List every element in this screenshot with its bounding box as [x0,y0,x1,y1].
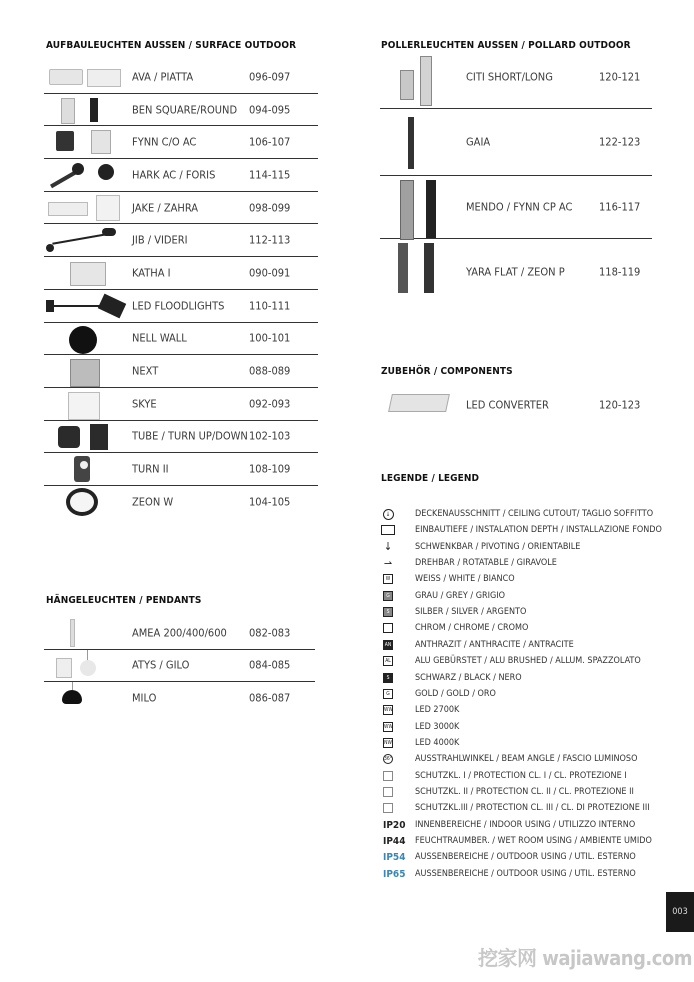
led-3000k-icon: WW [384,723,393,730]
legend-text: SCHUTZKL.III / PROTECTION CL. III / CL. DI PROTEZIONE III [415,803,650,814]
product-thumbnail [44,159,126,191]
white-color-icon: W [381,573,395,585]
product-name: FYNN C/O AC [132,135,197,149]
pendants-table [44,617,315,715]
page-range: 090-091 [249,266,291,280]
product-row [44,159,318,192]
protection-class-1-icon [381,770,395,782]
components-table [380,386,652,424]
rotatable-icon: ⇀ [383,556,393,570]
product-row [44,421,318,454]
product-row [44,355,318,388]
led-2700k-icon: WW [384,707,393,714]
product-row [44,453,318,486]
product-row [380,386,652,424]
product-name: TURN II [132,462,169,476]
product-thumbnail [44,421,126,453]
product-thumbnail [44,650,126,682]
product-name: MENDO / FYNN CP AC [466,200,573,214]
product-row [44,290,318,323]
section-title-pendants: HÄNGELEUCHTEN / PENDANTS [46,595,202,606]
legend-item [381,704,681,718]
product-thumbnail [44,224,126,256]
legend-text: LED 3000K [415,721,460,732]
section-title-components: ZUBEHÖR / COMPONENTS [381,366,513,377]
page-range: 098-099 [249,201,291,215]
product-thumbnail [44,323,126,355]
product-row [44,192,318,225]
section-title-legend: LEGENDE / LEGEND [381,473,480,484]
legend-item [381,835,681,849]
page-range: 104-105 [249,495,291,509]
legend-item [381,557,681,571]
legend-text: AUSSENBEREICHE / OUTDOOR USING / UTIL. ESTERNO [415,852,636,863]
product-name: AMEA 200/400/600 [132,626,227,640]
page-range: 108-109 [249,462,291,476]
product-name: JIB / VIDERI [132,233,188,247]
product-row [44,94,318,127]
product-thumbnail [44,388,126,420]
product-thumbnail [44,192,126,224]
product-name: ATYS / GILO [132,658,190,672]
anthracite-color-icon: AN [384,641,392,648]
page-number: 003 [666,892,694,932]
legend-text: ANTHRAZIT / ANTHRACITE / ANTRACITE [415,639,574,650]
product-name: BEN SQUARE/ROUND [132,103,238,117]
grey-color-icon: G [381,590,395,602]
ip-code-label: IP65 [383,868,406,880]
page-range: 118-119 [599,265,641,279]
legend-text: WEISS / WHITE / BIANCO [415,574,515,585]
legend-item [381,851,681,865]
page-range: 114-115 [249,168,291,182]
product-name: AVA / PIATTA [132,70,194,84]
page-range: 086-087 [249,691,291,705]
product-thumbnail [44,617,126,649]
page-range: 092-093 [249,397,291,411]
legend-item [381,672,681,686]
product-name: NEXT [132,364,159,378]
product-row [380,109,652,176]
product-name: HARK AC / FORIS [132,168,216,182]
legend-item [381,622,681,636]
legend-item [381,688,681,702]
product-row [44,486,318,519]
product-thumbnail [44,94,126,126]
protection-class-2-icon [381,786,395,798]
legend-text: SCHWARZ / BLACK / NERO [415,672,522,683]
legend-text: GRAU / GREY / GRIGIO [415,590,506,601]
legend-text: SILBER / SILVER / ARGENTO [415,607,527,618]
product-row [44,224,318,257]
gold-color-icon: G [381,688,395,700]
product-row [44,257,318,290]
black-color-icon: S [381,672,395,684]
legend-text: FEUCHTRAUMBER. / WET ROOM USING / AMBIENTE UMIDO [415,836,652,846]
silver-color-icon: S [381,606,395,618]
product-name: ZEON W [132,495,174,509]
page-range: 096-097 [249,70,291,84]
product-thumbnail [380,109,462,175]
pivoting-icon: ↓ [383,540,393,554]
legend-text: DECKENAUSSCHNITT / CEILING CUTOUT/ TAGLIO SOFFITTO [415,509,654,519]
legend-item [381,721,681,735]
installation-depth-icon [381,524,395,536]
ip-code-label: IP20 [383,819,406,831]
page-range: 112-113 [249,233,291,247]
legend-text: SCHUTZKL. II / PROTECTION CL. II / CL. PROTEZIONE II [415,786,634,797]
product-name: TUBE / TURN UP/DOWN [132,429,248,443]
legend-item [381,573,681,587]
product-thumbnail [44,453,126,485]
page-range: 088-089 [249,364,291,378]
legend-text: ALU GEBÜRSTET / ALU BRUSHED / ALLUM. SPAZZOLATO [415,656,641,667]
page-range: 084-085 [249,658,291,672]
legend-text: SCHUTZKL. I / PROTECTION CL. I / CL. PROTEZIONE I [415,770,627,781]
product-thumbnail [380,386,462,424]
page-range: 082-083 [249,626,291,640]
product-row [380,46,652,109]
section-title-surface: AUFBAULEUCHTEN AUSSEN / SURFACE OUTDOOR [46,40,297,51]
legend-item [381,655,681,669]
legend-item [381,524,681,538]
page-range: 106-107 [249,135,291,149]
legend-item [381,770,681,784]
product-thumbnail [44,486,126,519]
legend-text: DREHBAR / ROTATABLE / GIRAVOLE [415,558,557,569]
page-range: 110-111 [249,299,291,313]
product-name: JAKE / ZAHRA [132,201,199,215]
product-name: KATHA I [132,266,171,280]
legend-text: AUSSTRAHLWINKEL / BEAM ANGLE / FASCIO LUMINOSO [415,754,638,765]
product-name: LED FLOODLIGHTS [132,299,225,313]
product-thumbnail [44,682,126,715]
legend-item [381,590,681,604]
chrome-color-icon [381,622,395,634]
page-range: 094-095 [249,103,291,117]
product-row [44,650,315,683]
legend-item [381,868,681,882]
surface-outdoor-table [44,61,318,519]
product-thumbnail [44,257,126,289]
product-name: MILO [132,691,157,705]
legend-text: CHROM / CHROME / CROMO [415,623,529,634]
product-thumbnail [380,46,462,108]
legend-text: SCHWENKBAR / PIVOTING / ORIENTABILE [415,541,581,552]
product-thumbnail [44,126,126,158]
product-row [380,176,652,239]
legend-item [381,639,681,653]
legend-text: INNENBEREICHE / INDOOR USING / UTILIZZO INTERNO [415,819,636,830]
page-range: 116-117 [599,200,641,214]
product-row [44,388,318,421]
page-range: 120-123 [599,398,641,412]
alu-brushed-color-icon: AL [381,655,395,667]
product-thumbnail [44,290,126,322]
section-title-pollard: POLLERLEUCHTEN AUSSEN / POLLARD OUTDOOR [381,40,631,51]
product-row [380,239,652,305]
page-range: 120-121 [599,70,641,84]
legend-item [381,508,681,522]
pollard-outdoor-table [380,46,652,305]
ceiling-cutout-icon: ↓ [381,508,395,520]
ip-code-label: IP44 [383,836,406,847]
product-thumbnail [380,176,462,238]
legend-item [381,819,681,833]
protection-class-3-icon [381,802,395,814]
legend-text: EINBAUTIEFE / INSTALATION DEPTH / INSTALLAZIONE FONDO [415,525,662,536]
watermark: 挖家网 wajiawang.com [478,946,693,970]
legend-item [381,737,681,751]
product-thumbnail [44,355,126,387]
led-4000k-icon: NW [384,739,392,746]
legend-item [381,786,681,800]
product-name: SKYE [132,397,157,411]
product-row [44,323,318,356]
legend-item [381,802,681,816]
page-range: 102-103 [249,429,291,443]
legend-item [381,541,681,555]
product-name: LED CONVERTER [466,398,549,412]
product-name: GAIA [466,135,491,149]
legend-item [381,753,681,767]
page-range: 100-101 [249,331,291,345]
legend-text: LED 4000K [415,737,460,748]
product-row [44,617,315,650]
legend-item [381,606,681,620]
product-name: CITI SHORT/LONG [466,70,553,84]
product-name: YARA FLAT / ZEON P [466,265,565,279]
product-thumbnail [44,61,126,93]
legend-text: AUSSENBEREICHE / OUTDOOR USING / UTIL. ESTERNO [415,868,636,879]
product-row [44,61,318,94]
page-range: 122-123 [599,135,641,149]
ip-code-label: IP54 [383,852,406,864]
product-thumbnail [380,239,462,305]
product-name: NELL WALL [132,331,187,345]
product-row [44,126,318,159]
product-row [44,682,315,715]
legend-text: GOLD / GOLD / ORO [415,688,496,699]
beam-angle-icon: 36° [384,756,392,763]
legend-text: LED 2700K [415,705,460,716]
